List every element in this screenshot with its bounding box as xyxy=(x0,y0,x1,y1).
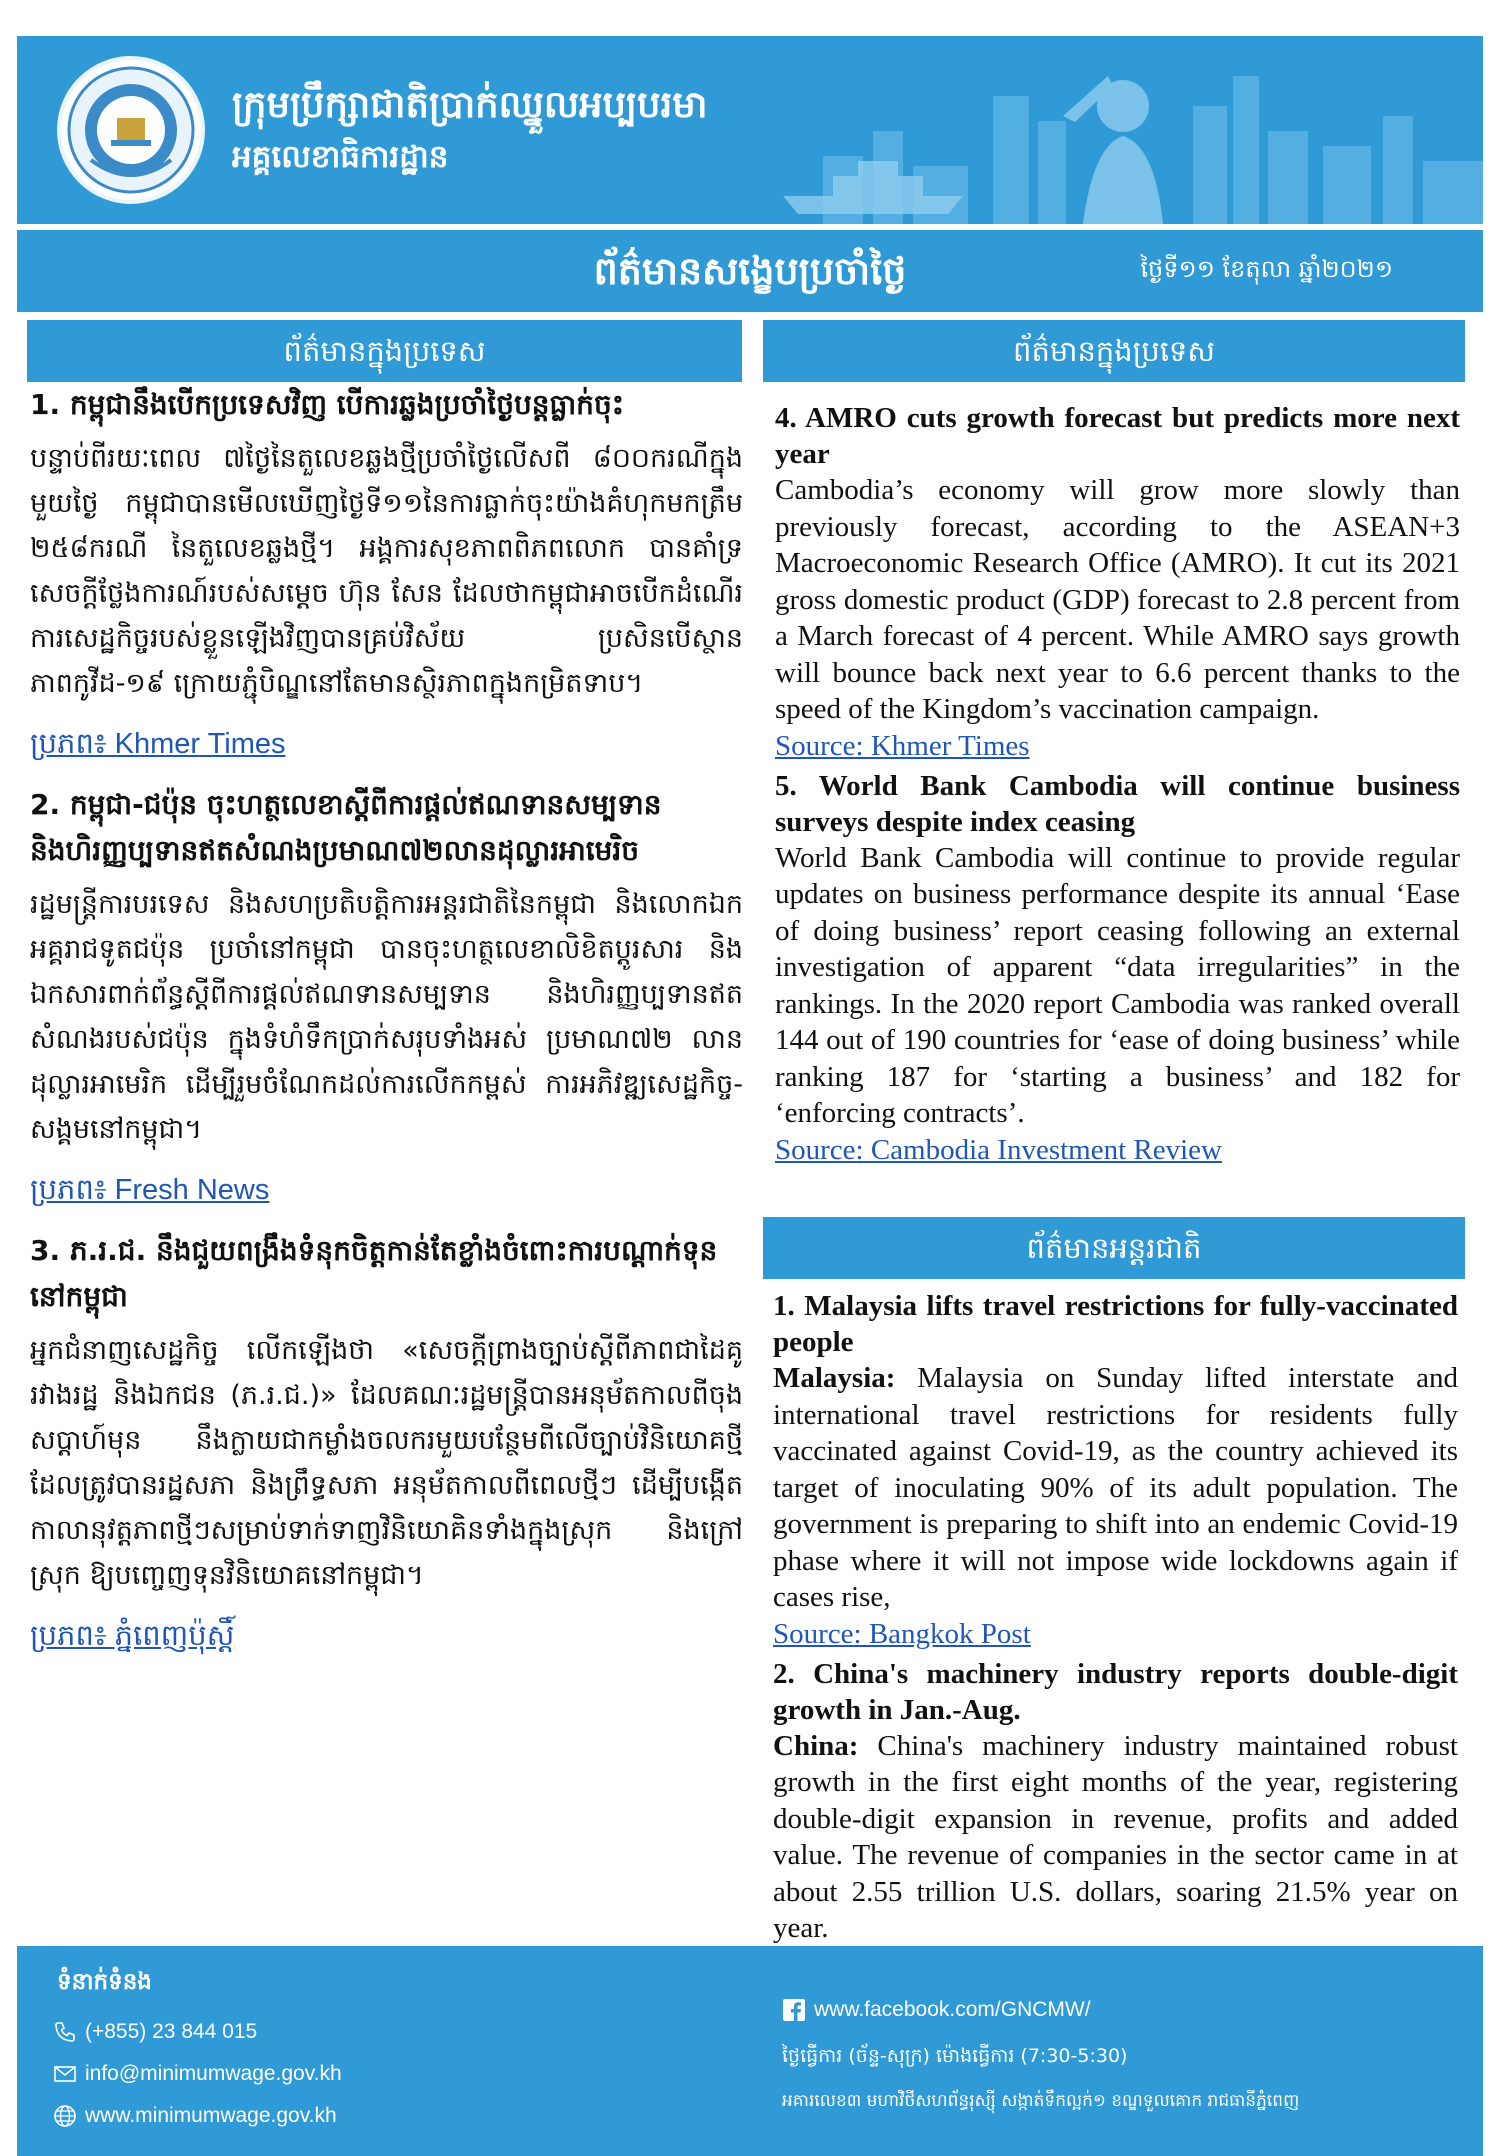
article-title: 5. World Bank Cambodia will continue business surveys despite index ceasing xyxy=(775,769,1460,838)
article xyxy=(773,1288,1458,1652)
article-title: 3. ភ.រ.ជ. នឹងជួយពង្រឹងទំនុកចិត្តកាន់តែខ្លាំងចំពោះការបណ្តាក់ទុននៅកម្ពុជា xyxy=(30,1234,718,1313)
article xyxy=(30,782,743,1210)
source-link[interactable]: Source: Bangkok Post xyxy=(773,1617,1031,1650)
org-department: អគ្គលេខាធិការដ្ឋាន xyxy=(232,139,449,175)
phone-icon xyxy=(53,2020,77,2044)
source-link[interactable]: ប្រភព៖ Fresh News xyxy=(30,1174,270,1206)
article-body xyxy=(773,1728,1458,1947)
section-header-domestic-right: ព័ត៌មានក្នុងប្រទេស xyxy=(763,320,1465,382)
email-address[interactable]: info@minimumwage.gov.kh xyxy=(85,2062,342,2085)
article-lead: Malaysia: xyxy=(773,1362,896,1394)
article xyxy=(30,382,743,764)
phone-number[interactable]: (+855) 23 844 015 xyxy=(85,2020,258,2043)
article-body: អ្នកជំនាញសេដ្ឋកិច្ច លើកឡើងថា «សេចក្តីព្រាងច្បាប់ស្តីពីភាពជាដៃគូរវាងរដ្ឋ និងឯកជន (ភ.រ.ជ.)» ដែលគណៈរដ្ឋមន្ត្រីបានអនុម័តកាលពីចុងសប្តាហ៍មុន នឹងក្លាយជាកម្លាំងចលករមួយបន្ថែមពីលើច្បាប់វិនិយោគថ្មី ដែលត្រូវបានរដ្ឋសភា និងព្រឹទ្ធសភា អនុម័តកាលពីពេលថ្មីៗ ដើម្បីបង្កើតកាលានុវត្តភាពថ្មីៗសម្រាប់ទាក់ទាញវិនិយោគិនទាំងក្នុងស្រុក និងក្រៅស្រុក ឱ្យបញ្ចេញទុនវិនិយោគនៅកម្ពុជា។ xyxy=(30,1335,743,1591)
international-column xyxy=(773,1288,1458,1987)
website-row xyxy=(53,2104,337,2128)
article xyxy=(775,768,1460,1168)
section-header-domestic-left: ព័ត៌មានក្នុងប្រទេស xyxy=(27,320,742,382)
section-header-international: ព័ត៌មានអន្តរជាតិ xyxy=(763,1217,1465,1279)
article-title: 1. កម្ពុជានឹងបើកប្រទេសវិញ បើការឆ្លងប្រចាំថ្ងៃបន្តធ្លាក់ចុះ xyxy=(30,388,625,421)
source-link[interactable]: ប្រភព៖ Khmer Times xyxy=(30,728,286,760)
website-url[interactable]: www.minimumwage.gov.kh xyxy=(85,2104,337,2127)
article-lead: China: xyxy=(773,1729,859,1762)
footer xyxy=(17,1946,1483,2156)
left-column xyxy=(30,382,743,1674)
article-title: 1. Malaysia lifts travel restrictions for fully-vaccinated people xyxy=(773,1290,1458,1358)
globe-icon xyxy=(53,2104,77,2128)
right-column xyxy=(775,400,1460,1172)
office-address: អគារលេខ៣ មហាវិថីសហព័ន្ធរុស្ស៊ី សង្កាត់ទឹកល្អក់១ ខណ្ឌទួលគោក រាជធានីភ្នំពេញ xyxy=(782,2091,1300,2111)
office-hours: ថ្ងៃធ្វើការ (ច័ន្ទ-សុក្រ) ម៉ោងធ្វើការ (7:30-5:30) xyxy=(782,2045,1128,2067)
header-banner xyxy=(17,36,1483,224)
source-link[interactable]: ប្រភព៖ ភ្នំពេញប៉ុស្តិ៍ xyxy=(30,1620,235,1652)
phone-row xyxy=(53,2020,257,2044)
envelope-icon xyxy=(53,2062,77,2086)
source-link[interactable]: Source: Cambodia Investment Review xyxy=(775,1133,1222,1166)
facebook-url[interactable]: www.facebook.com/GNCMW/ xyxy=(814,1998,1091,2021)
article-title: 2. China's machinery industry reports double-digit growth in Jan.-Aug. xyxy=(773,1657,1458,1726)
org-name: ក្រុមប្រឹក្សាជាតិប្រាក់ឈ្នួលអប្បបរមា xyxy=(232,83,708,126)
article-body: Cambodia’s economy will grow more slowly than previously forecast, according to the ASEAN+3 Macroeconomic Research Office (AMRO). It cut its 2021 gross domestic product (GDP) forecast to 2.8 percent from a March forecast of 4 percent. While AMRO says growth will bounce back next year to 6.6 percent thanks to the speed of the Kingdom’s vaccination campaign. xyxy=(775,474,1460,725)
article-title: 4. AMRO cuts growth forecast but predicts more next year xyxy=(775,402,1460,470)
contact-label: ទំនាក់ទំនង xyxy=(57,1969,152,1995)
article xyxy=(775,400,1460,764)
article xyxy=(30,1228,743,1656)
article-body xyxy=(773,1360,1458,1616)
article-text: China's machinery industry maintained robust growth in the first eight months of the year, registering double-digit expansion in revenue, profits and added value. The revenue of companies in the sector came in at about 2.55 trillion U.S. dollars, soaring 21.5% year on year. xyxy=(773,1729,1458,1944)
article-body: បន្ទាប់ពីរយៈពេល ៧ថ្ងៃនៃតួលេខឆ្លងថ្មីប្រចាំថ្ងៃលើសពី ៨០០ករណីក្នុងមួយថ្ងៃ កម្ពុជាបានមើលឃើញថ្ងៃទី១១នៃការធ្លាក់ចុះយ៉ាងគំហុកមកត្រឹម ២៥៨ករណី នៃតួលេខឆ្លងថ្មី។ អង្គការសុខភាពពិភពលោក បានគាំទ្រសេចក្តីថ្លែងការណ៍របស់សម្តេច ហ៊ុន សែន ដែលថាកម្ពុជាអាចបើកដំណើរការសេដ្ឋកិច្ចរបស់ខ្លួនឡើងវិញបានគ្រប់វិស័យ ប្រសិនបើស្ថានភាពកូវីដ-១៩ ក្រោយភ្ជុំបិណ្ឌនៅតែមានស្ថិរភាពក្នុងកម្រិតទាប។ xyxy=(30,443,743,699)
article-body: រដ្ឋមន្ត្រីការបរទេស និងសហប្រតិបត្តិការអន្តរជាតិនៃកម្ពុជា និងលោកឯកអគ្គរាជទូតជប៉ុន ប្រចាំនៅកម្ពុជា បានចុះហត្ថលេខាលិខិតប្តូរសារ និងឯកសារពាក់ព័ន្ធស្តីពីការផ្តល់ឥណទានសម្បទាន និងហិរញ្ញប្បទានឥតសំណងរបស់ជប៉ុន ក្នុងទំហំទឹកប្រាក់សរុបទាំងអស់ ប្រមាណ៧២ លានដុល្លារអាមេរិក ដើម្បីរួមចំណែកដល់ការលើកកម្ពស់ ការអភិវឌ្ឍសេដ្ឋកិច្ច-សង្គមនៅកម្ពុជា។ xyxy=(30,889,743,1145)
title-bar xyxy=(17,230,1483,312)
email-row xyxy=(53,2062,342,2086)
council-logo xyxy=(57,56,205,204)
facebook-row xyxy=(782,1998,1091,2022)
article-title: 2. កម្ពុជា-ជប៉ុន ចុះហត្ថលេខាស្តីពីការផ្តល់ឥណទានសម្បទាន និងហិរញ្ញប្បទានឥតសំណងប្រមាណ៧២លានដុល្លារអាមេរិច xyxy=(30,788,662,867)
article-text: Malaysia on Sunday lifted interstate and international travel restrictions for residents fully vaccinated against Covid-19, as the country achieved its target of inoculating 90% of its adult population. The government is preparing to shift into an endemic Covid-19 phase where it will not impose wide lockdowns again if cases rise, xyxy=(773,1362,1458,1613)
page-title: ព័ត៌មានសង្ខេបប្រចាំថ្ងៃ xyxy=(593,249,907,293)
city-skyline-image xyxy=(763,36,1483,224)
facebook-icon xyxy=(782,1998,806,2022)
article-body: World Bank Cambodia will continue to provide regular updates on business performance despite its annual ‘Ease of doing business’ report ceasing following an external investigation of apparent “data irregularities” in the rankings. In the 2020 report Cambodia was ranked overall 144 out of 190 countries for ‘ease of doing business’ while ranking 187 for ‘starting a business’ and 182 for ‘enforcing contracts’. xyxy=(775,841,1460,1129)
article xyxy=(773,1656,1458,1983)
source-link[interactable]: Source: Khmer Times xyxy=(775,729,1030,762)
publication-date: ថ្ងៃទី១១ ខែតុលា ឆ្នាំ២០២១ xyxy=(1140,255,1393,283)
